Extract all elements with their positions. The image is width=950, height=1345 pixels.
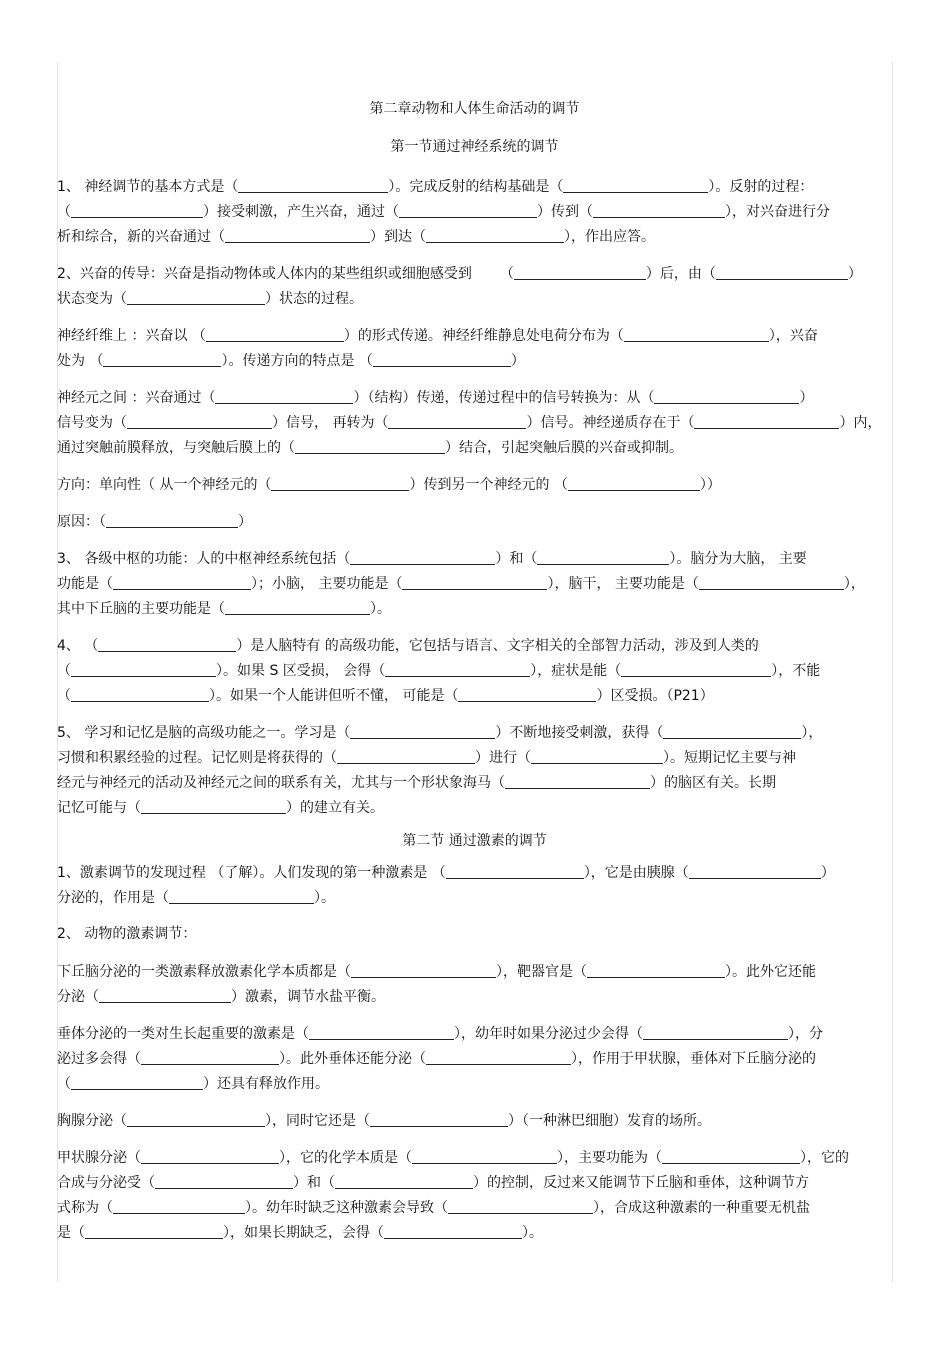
- blank[interactable]: [113, 571, 251, 590]
- text: ）。如果 S 区受损， 会得（: [216, 663, 386, 679]
- text: 信号变为（: [57, 415, 127, 431]
- blank[interactable]: [505, 770, 650, 789]
- text: 分泌（: [57, 989, 99, 1005]
- blank[interactable]: [399, 199, 537, 218]
- blank[interactable]: [621, 658, 771, 677]
- text: 2、兴奋的传导：兴奋是指动物体或人体内的某些组织或细胞感受到: [57, 266, 472, 282]
- blank[interactable]: [71, 1071, 203, 1090]
- blank[interactable]: [337, 745, 475, 764]
- text: ）还具有释放作用。: [203, 1076, 329, 1092]
- text: 垂体分泌的一类对生长起重要的激素是（: [57, 1026, 309, 1042]
- chapter-title: 第二章动物和人体生命活动的调节: [369, 101, 580, 117]
- blank[interactable]: [215, 385, 353, 404]
- blank[interactable]: [412, 1145, 557, 1164]
- text: ），: [801, 725, 823, 741]
- text: （: [57, 688, 71, 704]
- blank[interactable]: [309, 1021, 454, 1040]
- blank[interactable]: [169, 885, 314, 904]
- blank[interactable]: [448, 1195, 593, 1214]
- text: 通过突触前膜释放，与突触后膜上的（: [57, 440, 295, 456]
- blank[interactable]: [127, 410, 272, 429]
- text: ）和（: [495, 551, 538, 567]
- text: ），它的: [800, 1150, 849, 1166]
- text: ），不能: [771, 663, 821, 679]
- text: （: [499, 266, 514, 282]
- text: ）。完成反射的结构基础是（: [388, 179, 564, 195]
- blank[interactable]: [106, 509, 238, 528]
- blank[interactable]: [624, 323, 769, 342]
- text: ），靶器官是（: [496, 964, 587, 980]
- blank[interactable]: [373, 348, 511, 367]
- neuron-paragraph: [57, 385, 892, 460]
- text: 其中下丘脑的主要功能是（: [57, 601, 225, 617]
- text: ）。: [522, 1225, 543, 1241]
- blank[interactable]: [350, 720, 495, 739]
- text: 记忆可能与（: [57, 800, 141, 816]
- text: ）不断地接受刺激，获得（: [495, 725, 664, 741]
- text: ）结合，引起突触后膜的兴奋或抑制。: [445, 440, 683, 456]
- text: 处为 （: [57, 353, 104, 369]
- blank[interactable]: [643, 1021, 788, 1040]
- text: ）传到另一个神经元的 （: [409, 477, 568, 493]
- blank[interactable]: [587, 959, 725, 978]
- pituitary-paragraph: [57, 1021, 892, 1096]
- blank[interactable]: [206, 323, 344, 342]
- blank[interactable]: [689, 860, 821, 879]
- reason-paragraph: [57, 509, 892, 534]
- blank[interactable]: [388, 410, 526, 429]
- blank[interactable]: [402, 571, 547, 590]
- text: ）: [847, 266, 862, 282]
- blank[interactable]: [71, 658, 216, 677]
- text: ）。: [314, 890, 335, 906]
- text: （: [57, 663, 71, 679]
- text: 经元与神经元的活动及神经元之间的联系有关，尤其与一个形状象海马（: [57, 775, 505, 791]
- blank[interactable]: [113, 1195, 245, 1214]
- question-1: [57, 174, 892, 249]
- text: ）的脑区有关。长期: [650, 775, 776, 791]
- blank[interactable]: [141, 795, 286, 814]
- text: ）区受损。（P21）: [596, 688, 714, 704]
- blank[interactable]: [385, 658, 530, 677]
- blank[interactable]: [238, 174, 388, 193]
- text: ）。: [370, 601, 391, 617]
- text: ）。反射的过程：: [708, 179, 814, 195]
- blank[interactable]: [295, 435, 445, 454]
- text: ）到达（: [370, 229, 426, 245]
- text: ）。传递方向的特点是 （: [221, 353, 373, 369]
- text: ），症状是能（: [530, 663, 622, 679]
- text: ），兴奋: [768, 328, 818, 344]
- blank[interactable]: [71, 199, 203, 218]
- text: ）。短期记忆主要与神: [663, 750, 796, 766]
- text: ）；小脑， 主要功能是（: [251, 576, 403, 592]
- hypothalamus-paragraph: [57, 959, 892, 1009]
- text: ）: [238, 514, 252, 530]
- thymus-paragraph: [57, 1108, 892, 1133]
- blank[interactable]: [141, 1145, 279, 1164]
- text: ）。如果一个人能讲但听不懂， 可能是（: [209, 688, 459, 704]
- blank[interactable]: [141, 1046, 279, 1065]
- text: （: [57, 204, 71, 220]
- text: ））: [699, 477, 721, 493]
- blank[interactable]: [271, 472, 409, 491]
- blank[interactable]: [662, 1145, 800, 1164]
- text: 是（: [57, 1225, 85, 1241]
- blank[interactable]: [225, 224, 370, 243]
- blank[interactable]: [426, 224, 564, 243]
- text: ），幼年时如果分泌过少会得（: [454, 1026, 643, 1042]
- text: ），对兴奋进行分: [725, 204, 830, 220]
- text: ），合成这种激素的一种重要无机盐: [593, 1200, 810, 1216]
- section-title-2: 第二节 通过激素的调节: [402, 833, 547, 849]
- thyroid-paragraph: [57, 1145, 892, 1245]
- question-5: [57, 720, 892, 820]
- text: ）和（: [293, 1175, 335, 1191]
- blank[interactable]: [426, 1046, 571, 1065]
- blank[interactable]: [350, 546, 495, 565]
- blank[interactable]: [654, 385, 799, 404]
- text: 下丘脑分泌的一类激素释放激素化学本质都是（: [57, 964, 351, 980]
- hormone-question-1: [57, 860, 892, 910]
- text: ）的形式传递。神经纤维静息处电荷分布为（: [343, 328, 624, 344]
- text: ），它是由胰腺（: [583, 865, 689, 881]
- blank[interactable]: [593, 199, 725, 218]
- text: 泌过多会得（: [57, 1051, 141, 1067]
- text: ）（结构）传递，传递过程中的信号转换为：从（: [353, 390, 655, 406]
- blank[interactable]: [568, 472, 700, 491]
- blank[interactable]: [99, 984, 231, 1003]
- text: 2、 动物的激素调节：: [57, 926, 197, 942]
- text: ）信号， 再转为（: [272, 415, 389, 431]
- text: 式称为（: [57, 1200, 113, 1216]
- blank[interactable]: [127, 286, 265, 305]
- direction-paragraph: [57, 472, 892, 497]
- text: 分泌的，作用是（: [57, 890, 169, 906]
- text: ）: [799, 390, 814, 406]
- text: ）状态的过程。: [265, 291, 363, 307]
- text: ）激素，调节水盐平衡。: [231, 989, 385, 1005]
- blank[interactable]: [458, 683, 596, 702]
- text: ）。此外垂体还能分泌（: [279, 1051, 426, 1067]
- document-body: [57, 96, 892, 1245]
- text: 合成与分泌受（: [57, 1175, 155, 1191]
- right-margin-line: [892, 62, 893, 1282]
- text: ），脑干， 主要功能是（: [547, 576, 699, 592]
- text: 功能是（: [57, 576, 113, 592]
- text: 甲状腺分泌（: [57, 1150, 141, 1166]
- text: ），作出应答。: [564, 229, 655, 245]
- blank[interactable]: [694, 410, 839, 429]
- text: ），: [843, 576, 865, 592]
- text: 胸腺分泌（: [57, 1113, 127, 1129]
- question-4: [57, 633, 892, 708]
- blank[interactable]: [351, 959, 496, 978]
- text: ）。脑分为大脑， 主要: [669, 551, 807, 567]
- text: 1、 神经调节的基本方式是（: [57, 179, 239, 195]
- text: ），分: [788, 1026, 823, 1042]
- text: 神经纤维上 ：兴奋以 （: [57, 328, 206, 344]
- blank[interactable]: [127, 1108, 265, 1127]
- blank[interactable]: [537, 546, 669, 565]
- text: ）: [820, 865, 835, 881]
- blank[interactable]: [155, 1170, 293, 1189]
- text: ），作用于甲状腺，垂体对下丘脑分泌的: [571, 1051, 816, 1067]
- blank[interactable]: [335, 1170, 473, 1189]
- text: （: [57, 1076, 71, 1092]
- blank[interactable]: [563, 174, 708, 193]
- text: ），同时它还是（: [265, 1113, 370, 1129]
- text: ）进行（: [475, 750, 531, 766]
- blank[interactable]: [716, 261, 848, 280]
- text: ）的控制，反过来又能调节下丘脑和垂体，这种调节方: [473, 1175, 809, 1191]
- text: 析和综合，新的兴奋通过（: [57, 229, 225, 245]
- text: ），主要功能为（: [557, 1150, 662, 1166]
- text: ）的建立有关。: [286, 800, 384, 816]
- blank[interactable]: [699, 571, 844, 590]
- text: 1、激素调节的发现过程 （了解）。人们发现的第一种激素是 （: [57, 865, 446, 881]
- text: ）。幼年时缺乏这种激素会导致（: [245, 1200, 448, 1216]
- text: ）内，: [839, 415, 882, 431]
- blank[interactable]: [103, 348, 221, 367]
- text: ）接受刺激，产生兴奋，通过（: [203, 204, 399, 220]
- hormone-question-2: [57, 922, 892, 947]
- text: ）后，由（: [645, 266, 716, 282]
- blank[interactable]: [663, 720, 801, 739]
- blank[interactable]: [71, 683, 209, 702]
- text: ）。此外它还能: [725, 964, 816, 980]
- text: ）传到（: [537, 204, 593, 220]
- nerve-fiber-paragraph: [57, 323, 892, 373]
- blank[interactable]: [85, 1220, 223, 1239]
- text: 3、 各级中枢的功能：人的中枢神经系统包括（: [57, 551, 351, 567]
- blank[interactable]: [514, 261, 646, 280]
- blank[interactable]: [446, 860, 584, 879]
- question-3: [57, 546, 892, 621]
- blank[interactable]: [531, 745, 663, 764]
- text: 习惯和积累经验的过程。记忆则是将获得的（: [57, 750, 337, 766]
- text: 原因：（: [57, 514, 106, 530]
- section-title-1: 第一节通过神经系统的调节: [390, 139, 559, 155]
- text: ），它的化学本质是（: [279, 1150, 412, 1166]
- question-2: [57, 261, 892, 311]
- text: ），如果长期缺乏，会得（: [223, 1225, 384, 1241]
- text: ）: [510, 353, 525, 369]
- text: 神经元之间 ：兴奋通过（: [57, 390, 216, 406]
- text: ）信号。神经递质存在于（: [526, 415, 695, 431]
- blank[interactable]: [370, 1108, 508, 1127]
- text: 状态变为（: [57, 291, 127, 307]
- text: 4、 （: [57, 638, 99, 654]
- blank[interactable]: [98, 633, 236, 652]
- text: ）是人脑特有 的高级功能，它包括与语言、文字相关的全部智力活动，涉及到人类的: [236, 638, 759, 654]
- blank[interactable]: [225, 596, 370, 615]
- text: 方向：单向性（ 从一个神经元的（: [57, 477, 272, 493]
- text: ）（一种淋巴细胞）发育的场所。: [508, 1113, 711, 1129]
- text: 5、 学习和记忆是脑的高级功能之一。学习是（: [57, 725, 351, 741]
- blank[interactable]: [384, 1220, 522, 1239]
